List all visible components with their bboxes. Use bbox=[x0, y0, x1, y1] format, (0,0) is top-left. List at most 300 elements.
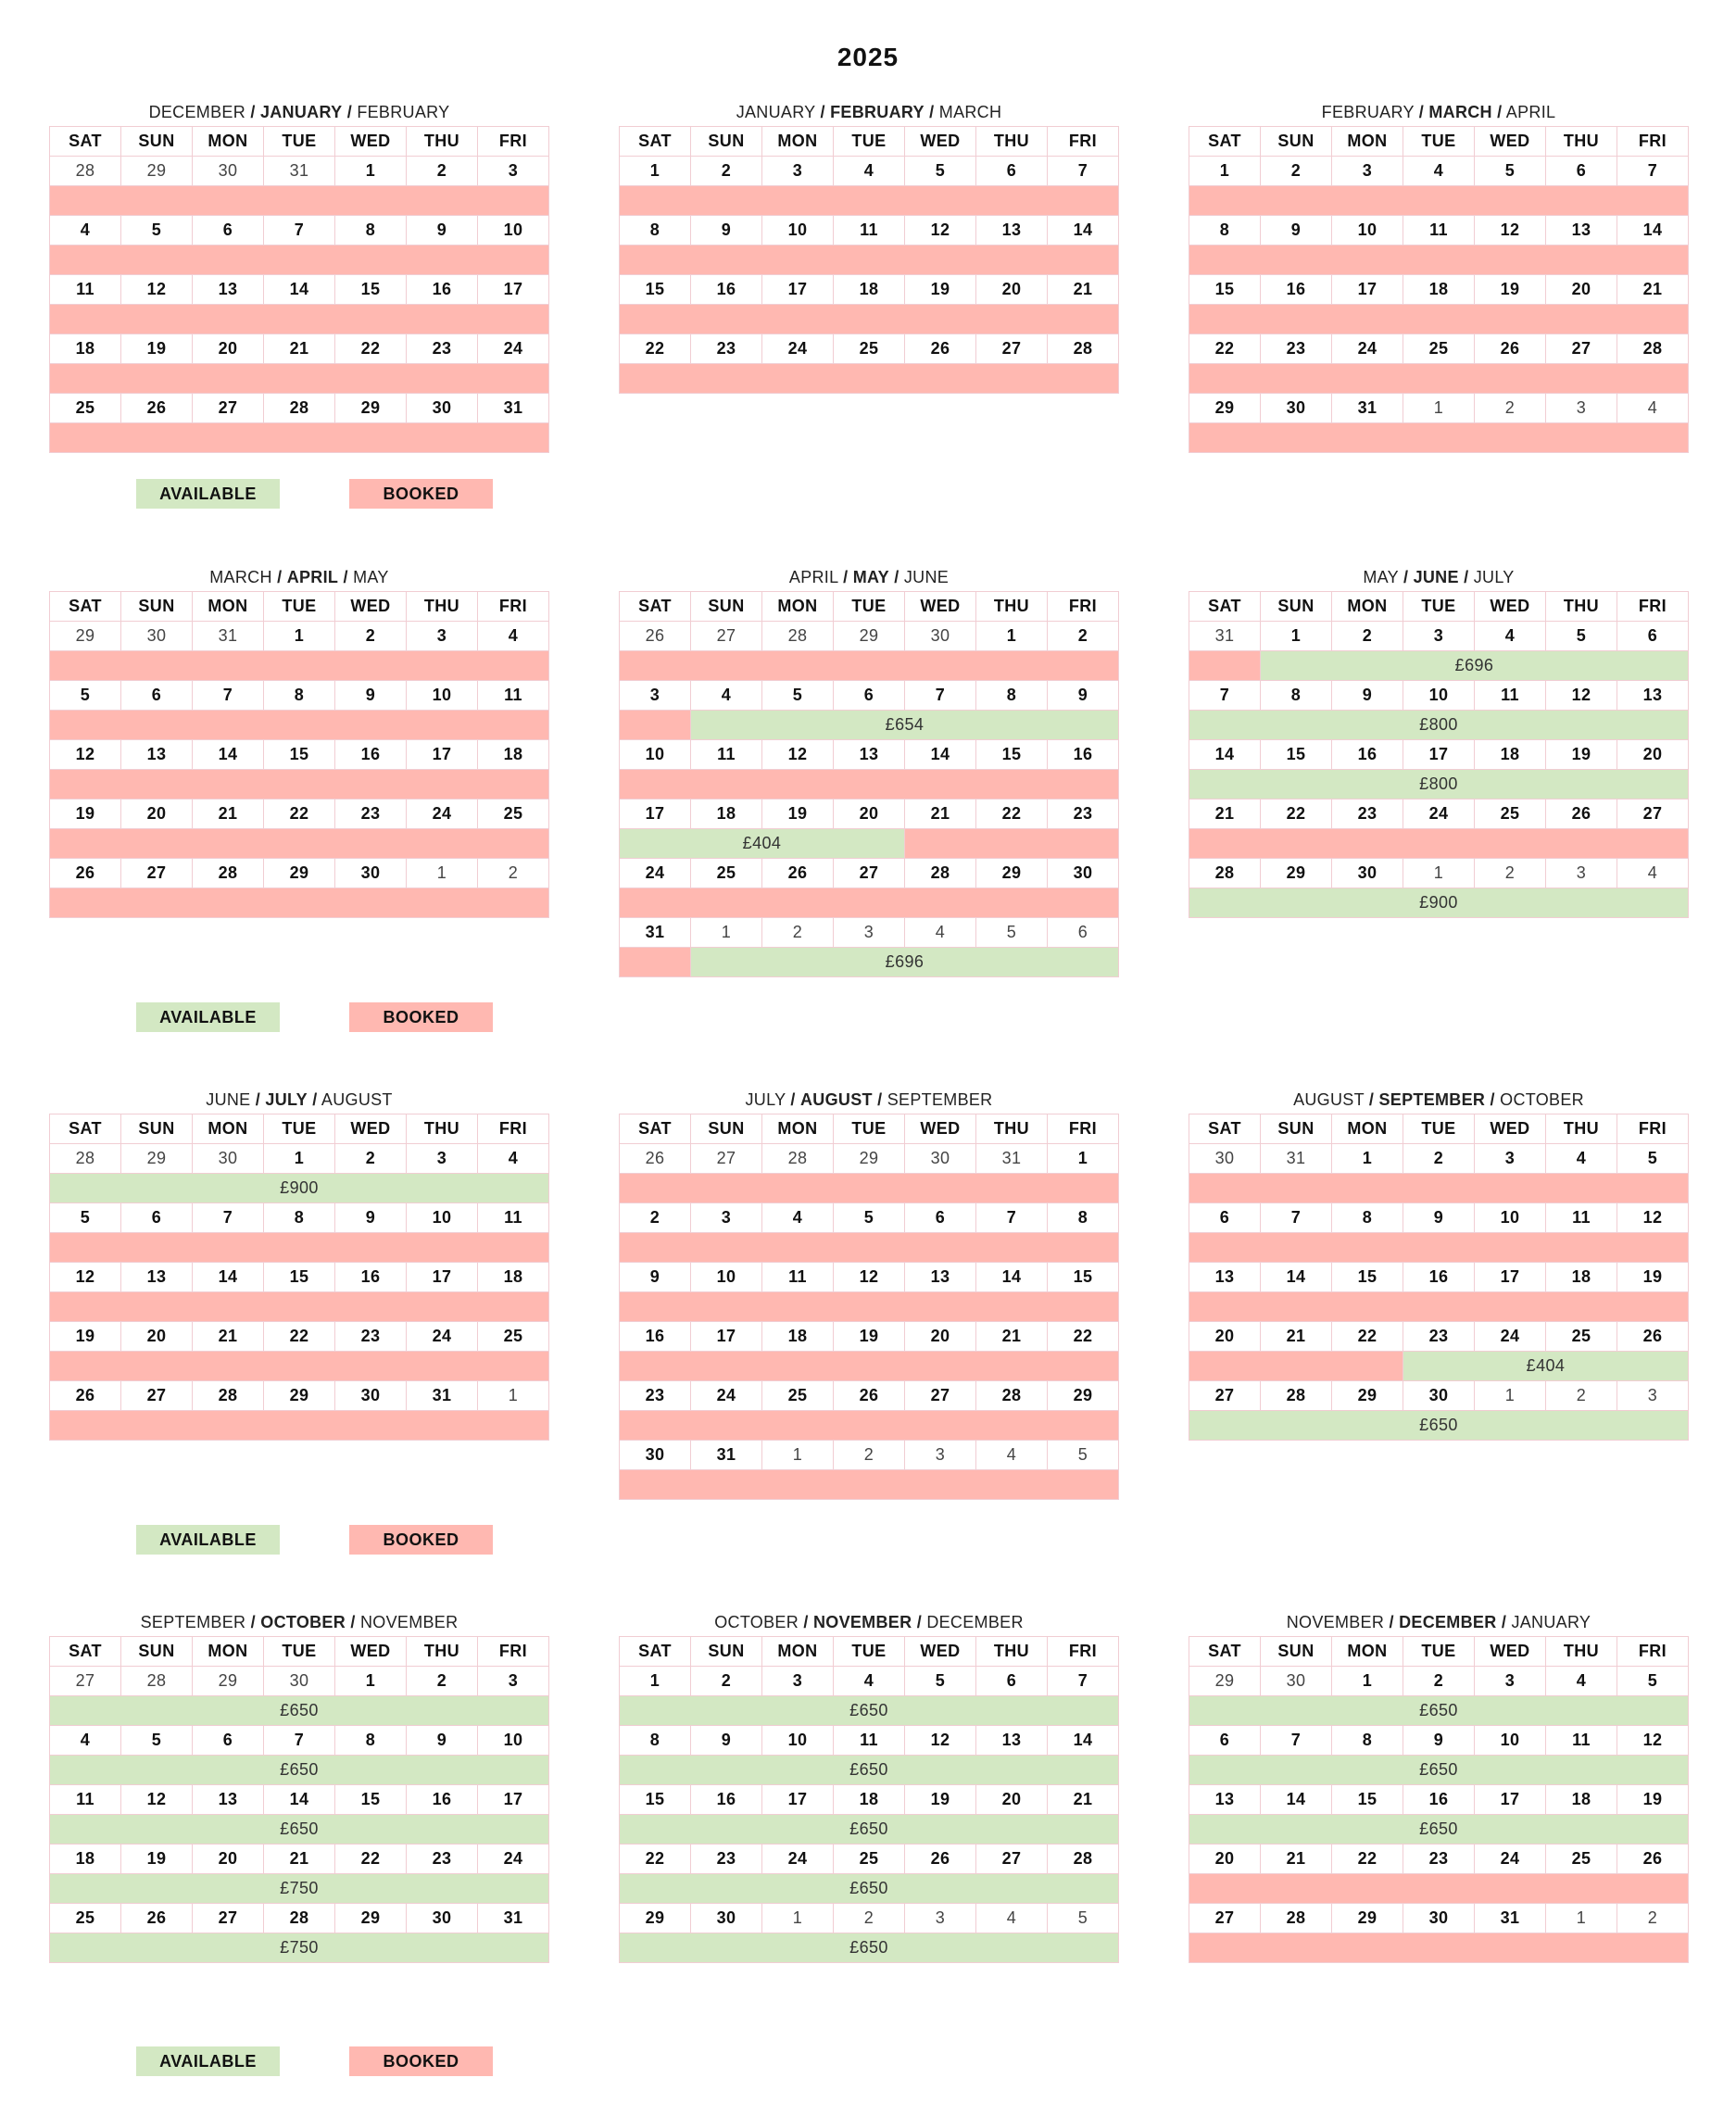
date-cell[interactable]: 29 bbox=[1189, 1667, 1261, 1696]
date-cell[interactable]: 12 bbox=[50, 740, 121, 770]
date-cell[interactable]: 7 bbox=[264, 1726, 335, 1756]
date-cell[interactable]: 20 bbox=[193, 334, 264, 364]
date-cell[interactable]: 1 bbox=[1475, 1381, 1546, 1411]
price-label[interactable]: £654 bbox=[691, 711, 1119, 740]
date-cell[interactable]: 1 bbox=[762, 1904, 834, 1933]
date-cell[interactable]: 3 bbox=[691, 1203, 762, 1233]
date-cell[interactable]: 4 bbox=[1617, 394, 1689, 423]
date-cell[interactable]: 22 bbox=[1332, 1322, 1403, 1352]
date-cell[interactable]: 7 bbox=[976, 1203, 1048, 1233]
date-cell[interactable]: 31 bbox=[193, 622, 264, 651]
date-cell[interactable]: 10 bbox=[620, 740, 691, 770]
date-cell[interactable]: 9 bbox=[335, 1203, 407, 1233]
date-cell[interactable]: 29 bbox=[121, 157, 193, 186]
date-cell[interactable]: 26 bbox=[620, 1144, 691, 1174]
date-cell[interactable]: 3 bbox=[407, 622, 478, 651]
date-cell[interactable]: 23 bbox=[335, 1322, 407, 1352]
date-cell[interactable]: 4 bbox=[478, 622, 549, 651]
date-cell[interactable]: 19 bbox=[121, 334, 193, 364]
date-cell[interactable]: 14 bbox=[193, 1263, 264, 1292]
date-cell[interactable]: 15 bbox=[1261, 740, 1332, 770]
date-cell[interactable]: 6 bbox=[976, 157, 1048, 186]
date-cell[interactable]: 18 bbox=[50, 1845, 121, 1874]
booked-segment[interactable] bbox=[620, 1292, 1119, 1322]
price-label[interactable]: £650 bbox=[1189, 1696, 1689, 1726]
booked-segment[interactable] bbox=[50, 186, 549, 216]
date-cell[interactable]: 18 bbox=[762, 1322, 834, 1352]
date-cell[interactable]: 2 bbox=[1403, 1144, 1475, 1174]
date-cell[interactable]: 2 bbox=[1475, 859, 1546, 888]
date-cell[interactable]: 11 bbox=[834, 216, 905, 246]
date-cell[interactable]: 1 bbox=[335, 1667, 407, 1696]
date-cell[interactable]: 24 bbox=[478, 334, 549, 364]
date-cell[interactable]: 6 bbox=[193, 1726, 264, 1756]
date-cell[interactable]: 23 bbox=[407, 1845, 478, 1874]
date-cell[interactable]: 5 bbox=[976, 918, 1048, 948]
date-cell[interactable]: 11 bbox=[762, 1263, 834, 1292]
date-cell[interactable]: 10 bbox=[1475, 1203, 1546, 1233]
date-cell[interactable]: 16 bbox=[620, 1322, 691, 1352]
price-label[interactable]: £404 bbox=[1403, 1352, 1689, 1381]
date-cell[interactable]: 16 bbox=[407, 275, 478, 305]
price-label[interactable]: £650 bbox=[1189, 1756, 1689, 1785]
date-cell[interactable]: 4 bbox=[834, 157, 905, 186]
date-cell[interactable]: 28 bbox=[976, 1381, 1048, 1411]
booked-segment[interactable] bbox=[50, 770, 549, 800]
date-cell[interactable]: 22 bbox=[335, 1845, 407, 1874]
date-cell[interactable]: 3 bbox=[478, 1667, 549, 1696]
date-cell[interactable]: 21 bbox=[1261, 1845, 1332, 1874]
date-cell[interactable]: 18 bbox=[1546, 1263, 1617, 1292]
booked-segment[interactable] bbox=[1189, 246, 1689, 275]
date-cell[interactable]: 11 bbox=[50, 275, 121, 305]
date-cell[interactable]: 9 bbox=[691, 216, 762, 246]
date-cell[interactable]: 8 bbox=[620, 216, 691, 246]
date-cell[interactable]: 3 bbox=[1617, 1381, 1689, 1411]
date-cell[interactable]: 4 bbox=[976, 1904, 1048, 1933]
date-cell[interactable]: 27 bbox=[121, 859, 193, 888]
price-label[interactable]: £800 bbox=[1189, 770, 1689, 800]
date-cell[interactable]: 25 bbox=[1546, 1322, 1617, 1352]
date-cell[interactable]: 28 bbox=[264, 394, 335, 423]
date-cell[interactable]: 2 bbox=[691, 1667, 762, 1696]
date-cell[interactable]: 5 bbox=[1546, 622, 1617, 651]
date-cell[interactable]: 27 bbox=[193, 1904, 264, 1933]
date-cell[interactable]: 31 bbox=[478, 1904, 549, 1933]
date-cell[interactable]: 15 bbox=[1189, 275, 1261, 305]
booked-segment[interactable] bbox=[50, 423, 549, 453]
date-cell[interactable]: 26 bbox=[1617, 1845, 1689, 1874]
date-cell[interactable]: 29 bbox=[193, 1667, 264, 1696]
date-cell[interactable]: 3 bbox=[407, 1144, 478, 1174]
date-cell[interactable]: 24 bbox=[1475, 1322, 1546, 1352]
date-cell[interactable]: 30 bbox=[193, 157, 264, 186]
date-cell[interactable]: 30 bbox=[905, 622, 976, 651]
date-cell[interactable]: 26 bbox=[834, 1381, 905, 1411]
date-cell[interactable]: 4 bbox=[478, 1144, 549, 1174]
date-cell[interactable]: 12 bbox=[834, 1263, 905, 1292]
date-cell[interactable]: 12 bbox=[1617, 1203, 1689, 1233]
date-cell[interactable]: 6 bbox=[1617, 622, 1689, 651]
date-cell[interactable]: 15 bbox=[1332, 1263, 1403, 1292]
booked-segment[interactable] bbox=[620, 1352, 1119, 1381]
price-label[interactable]: £650 bbox=[620, 1696, 1119, 1726]
date-cell[interactable]: 18 bbox=[1403, 275, 1475, 305]
date-cell[interactable]: 23 bbox=[335, 800, 407, 829]
date-cell[interactable]: 17 bbox=[478, 275, 549, 305]
date-cell[interactable]: 27 bbox=[193, 394, 264, 423]
date-cell[interactable]: 19 bbox=[121, 1845, 193, 1874]
date-cell[interactable]: 21 bbox=[1189, 800, 1261, 829]
date-cell[interactable]: 26 bbox=[1617, 1322, 1689, 1352]
date-cell[interactable]: 29 bbox=[834, 622, 905, 651]
date-cell[interactable]: 21 bbox=[1048, 1785, 1119, 1815]
date-cell[interactable]: 8 bbox=[1332, 1726, 1403, 1756]
booked-segment[interactable] bbox=[1189, 1292, 1689, 1322]
date-cell[interactable]: 13 bbox=[1546, 216, 1617, 246]
date-cell[interactable]: 23 bbox=[691, 334, 762, 364]
booked-segment[interactable] bbox=[50, 1233, 549, 1263]
date-cell[interactable]: 5 bbox=[834, 1203, 905, 1233]
price-label[interactable]: £650 bbox=[1189, 1411, 1689, 1441]
date-cell[interactable]: 27 bbox=[1546, 334, 1617, 364]
date-cell[interactable]: 6 bbox=[1189, 1726, 1261, 1756]
date-cell[interactable]: 29 bbox=[976, 859, 1048, 888]
date-cell[interactable]: 16 bbox=[1048, 740, 1119, 770]
date-cell[interactable]: 26 bbox=[50, 859, 121, 888]
date-cell[interactable]: 8 bbox=[1261, 681, 1332, 711]
date-cell[interactable]: 13 bbox=[1617, 681, 1689, 711]
date-cell[interactable]: 5 bbox=[1048, 1441, 1119, 1470]
date-cell[interactable]: 1 bbox=[478, 1381, 549, 1411]
date-cell[interactable]: 16 bbox=[691, 1785, 762, 1815]
date-cell[interactable]: 18 bbox=[834, 1785, 905, 1815]
date-cell[interactable]: 5 bbox=[50, 681, 121, 711]
date-cell[interactable]: 24 bbox=[1403, 800, 1475, 829]
date-cell[interactable]: 4 bbox=[976, 1441, 1048, 1470]
date-cell[interactable]: 12 bbox=[1546, 681, 1617, 711]
date-cell[interactable]: 18 bbox=[691, 800, 762, 829]
price-label[interactable]: £900 bbox=[50, 1174, 549, 1203]
date-cell[interactable]: 6 bbox=[193, 216, 264, 246]
date-cell[interactable]: 16 bbox=[335, 1263, 407, 1292]
date-cell[interactable]: 10 bbox=[762, 1726, 834, 1756]
booked-segment[interactable] bbox=[620, 1174, 1119, 1203]
booked-segment[interactable] bbox=[50, 651, 549, 681]
date-cell[interactable]: 2 bbox=[1617, 1904, 1689, 1933]
date-cell[interactable]: 11 bbox=[478, 681, 549, 711]
date-cell[interactable]: 5 bbox=[1475, 157, 1546, 186]
date-cell[interactable]: 21 bbox=[905, 800, 976, 829]
date-cell[interactable]: 23 bbox=[691, 1845, 762, 1874]
booked-segment[interactable] bbox=[620, 1470, 1119, 1500]
date-cell[interactable]: 25 bbox=[1475, 800, 1546, 829]
date-cell[interactable]: 29 bbox=[50, 622, 121, 651]
date-cell[interactable]: 7 bbox=[1048, 1667, 1119, 1696]
date-cell[interactable]: 22 bbox=[620, 334, 691, 364]
date-cell[interactable]: 13 bbox=[121, 740, 193, 770]
date-cell[interactable]: 29 bbox=[620, 1904, 691, 1933]
date-cell[interactable]: 28 bbox=[1048, 1845, 1119, 1874]
date-cell[interactable]: 31 bbox=[1189, 622, 1261, 651]
date-cell[interactable]: 4 bbox=[1475, 622, 1546, 651]
date-cell[interactable]: 17 bbox=[691, 1322, 762, 1352]
date-cell[interactable]: 22 bbox=[1048, 1322, 1119, 1352]
date-cell[interactable]: 1 bbox=[407, 859, 478, 888]
date-cell[interactable]: 17 bbox=[762, 1785, 834, 1815]
booked-segment[interactable] bbox=[1189, 1933, 1689, 1963]
date-cell[interactable]: 24 bbox=[1475, 1845, 1546, 1874]
booked-segment[interactable] bbox=[50, 1292, 549, 1322]
date-cell[interactable]: 17 bbox=[1475, 1785, 1546, 1815]
date-cell[interactable]: 31 bbox=[407, 1381, 478, 1411]
booked-segment[interactable] bbox=[50, 888, 549, 918]
date-cell[interactable]: 6 bbox=[1189, 1203, 1261, 1233]
date-cell[interactable]: 29 bbox=[834, 1144, 905, 1174]
date-cell[interactable]: 2 bbox=[762, 918, 834, 948]
date-cell[interactable]: 2 bbox=[691, 157, 762, 186]
date-cell[interactable]: 19 bbox=[1546, 740, 1617, 770]
date-cell[interactable]: 29 bbox=[335, 394, 407, 423]
booked-segment[interactable] bbox=[620, 186, 1119, 216]
date-cell[interactable]: 14 bbox=[976, 1263, 1048, 1292]
date-cell[interactable]: 22 bbox=[264, 1322, 335, 1352]
date-cell[interactable]: 11 bbox=[1546, 1203, 1617, 1233]
date-cell[interactable]: 10 bbox=[691, 1263, 762, 1292]
date-cell[interactable]: 23 bbox=[1332, 800, 1403, 829]
date-cell[interactable]: 2 bbox=[834, 1441, 905, 1470]
price-label[interactable]: £650 bbox=[50, 1756, 549, 1785]
date-cell[interactable]: 16 bbox=[1403, 1785, 1475, 1815]
date-cell[interactable]: 27 bbox=[834, 859, 905, 888]
date-cell[interactable]: 27 bbox=[691, 622, 762, 651]
date-cell[interactable]: 23 bbox=[1261, 334, 1332, 364]
date-cell[interactable]: 27 bbox=[1189, 1904, 1261, 1933]
date-cell[interactable]: 27 bbox=[976, 334, 1048, 364]
date-cell[interactable]: 21 bbox=[264, 1845, 335, 1874]
date-cell[interactable]: 5 bbox=[905, 157, 976, 186]
date-cell[interactable]: 30 bbox=[335, 859, 407, 888]
date-cell[interactable]: 29 bbox=[1048, 1381, 1119, 1411]
date-cell[interactable]: 28 bbox=[193, 1381, 264, 1411]
date-cell[interactable]: 24 bbox=[478, 1845, 549, 1874]
date-cell[interactable]: 20 bbox=[976, 275, 1048, 305]
date-cell[interactable]: 10 bbox=[1332, 216, 1403, 246]
date-cell[interactable]: 17 bbox=[407, 1263, 478, 1292]
date-cell[interactable]: 20 bbox=[1546, 275, 1617, 305]
date-cell[interactable]: 15 bbox=[976, 740, 1048, 770]
date-cell[interactable]: 1 bbox=[1546, 1904, 1617, 1933]
booked-segment[interactable] bbox=[620, 246, 1119, 275]
date-cell[interactable]: 8 bbox=[1189, 216, 1261, 246]
date-cell[interactable]: 29 bbox=[264, 1381, 335, 1411]
date-cell[interactable]: 13 bbox=[905, 1263, 976, 1292]
date-cell[interactable]: 30 bbox=[1261, 1667, 1332, 1696]
date-cell[interactable]: 14 bbox=[1261, 1785, 1332, 1815]
price-label[interactable]: £650 bbox=[620, 1756, 1119, 1785]
date-cell[interactable]: 31 bbox=[620, 918, 691, 948]
date-cell[interactable]: 7 bbox=[193, 681, 264, 711]
date-cell[interactable]: 22 bbox=[335, 334, 407, 364]
date-cell[interactable]: 29 bbox=[1189, 394, 1261, 423]
date-cell[interactable]: 3 bbox=[834, 918, 905, 948]
date-cell[interactable]: 1 bbox=[620, 157, 691, 186]
booked-segment[interactable] bbox=[1189, 1874, 1689, 1904]
date-cell[interactable]: 7 bbox=[905, 681, 976, 711]
date-cell[interactable]: 8 bbox=[264, 681, 335, 711]
date-cell[interactable]: 2 bbox=[335, 622, 407, 651]
date-cell[interactable]: 2 bbox=[407, 157, 478, 186]
date-cell[interactable]: 2 bbox=[478, 859, 549, 888]
date-cell[interactable]: 30 bbox=[193, 1144, 264, 1174]
date-cell[interactable]: 7 bbox=[1189, 681, 1261, 711]
price-label[interactable]: £696 bbox=[691, 948, 1119, 977]
date-cell[interactable]: 19 bbox=[834, 1322, 905, 1352]
date-cell[interactable]: 15 bbox=[335, 1785, 407, 1815]
date-cell[interactable]: 26 bbox=[905, 1845, 976, 1874]
date-cell[interactable]: 27 bbox=[1617, 800, 1689, 829]
date-cell[interactable]: 26 bbox=[50, 1381, 121, 1411]
date-cell[interactable]: 14 bbox=[1261, 1263, 1332, 1292]
date-cell[interactable]: 15 bbox=[1048, 1263, 1119, 1292]
date-cell[interactable]: 1 bbox=[1332, 1667, 1403, 1696]
price-label[interactable]: £650 bbox=[50, 1696, 549, 1726]
date-cell[interactable]: 13 bbox=[193, 275, 264, 305]
date-cell[interactable]: 8 bbox=[620, 1726, 691, 1756]
date-cell[interactable]: 3 bbox=[1546, 859, 1617, 888]
date-cell[interactable]: 2 bbox=[620, 1203, 691, 1233]
date-cell[interactable]: 20 bbox=[905, 1322, 976, 1352]
date-cell[interactable]: 11 bbox=[691, 740, 762, 770]
booked-segment[interactable] bbox=[50, 246, 549, 275]
date-cell[interactable]: 6 bbox=[834, 681, 905, 711]
date-cell[interactable]: 14 bbox=[264, 1785, 335, 1815]
date-cell[interactable]: 2 bbox=[1261, 157, 1332, 186]
price-label[interactable]: £650 bbox=[50, 1815, 549, 1845]
date-cell[interactable]: 3 bbox=[762, 157, 834, 186]
date-cell[interactable]: 30 bbox=[620, 1441, 691, 1470]
date-cell[interactable]: 5 bbox=[121, 216, 193, 246]
date-cell[interactable]: 2 bbox=[335, 1144, 407, 1174]
date-cell[interactable]: 1 bbox=[1403, 394, 1475, 423]
date-cell[interactable]: 5 bbox=[762, 681, 834, 711]
date-cell[interactable]: 28 bbox=[1261, 1381, 1332, 1411]
date-cell[interactable]: 28 bbox=[50, 157, 121, 186]
date-cell[interactable]: 18 bbox=[478, 740, 549, 770]
date-cell[interactable]: 30 bbox=[1048, 859, 1119, 888]
date-cell[interactable]: 7 bbox=[1617, 157, 1689, 186]
date-cell[interactable]: 10 bbox=[478, 1726, 549, 1756]
price-label[interactable]: £650 bbox=[1189, 1815, 1689, 1845]
booked-segment[interactable] bbox=[620, 364, 1119, 394]
date-cell[interactable]: 24 bbox=[407, 1322, 478, 1352]
date-cell[interactable]: 30 bbox=[407, 394, 478, 423]
date-cell[interactable]: 18 bbox=[834, 275, 905, 305]
date-cell[interactable]: 23 bbox=[620, 1381, 691, 1411]
date-cell[interactable]: 16 bbox=[1261, 275, 1332, 305]
date-cell[interactable]: 29 bbox=[1332, 1381, 1403, 1411]
booked-segment[interactable] bbox=[1189, 1352, 1403, 1381]
date-cell[interactable]: 17 bbox=[1332, 275, 1403, 305]
date-cell[interactable]: 15 bbox=[1332, 1785, 1403, 1815]
date-cell[interactable]: 25 bbox=[834, 334, 905, 364]
date-cell[interactable]: 29 bbox=[1332, 1904, 1403, 1933]
booked-segment[interactable] bbox=[1189, 423, 1689, 453]
date-cell[interactable]: 30 bbox=[691, 1904, 762, 1933]
date-cell[interactable]: 11 bbox=[478, 1203, 549, 1233]
price-label[interactable]: £650 bbox=[620, 1933, 1119, 1963]
booked-segment[interactable] bbox=[620, 948, 691, 977]
price-label[interactable]: £900 bbox=[1189, 888, 1689, 918]
date-cell[interactable]: 10 bbox=[1475, 1726, 1546, 1756]
booked-segment[interactable] bbox=[1189, 364, 1689, 394]
date-cell[interactable]: 14 bbox=[264, 275, 335, 305]
date-cell[interactable]: 20 bbox=[193, 1845, 264, 1874]
date-cell[interactable]: 17 bbox=[407, 740, 478, 770]
date-cell[interactable]: 29 bbox=[121, 1144, 193, 1174]
date-cell[interactable]: 12 bbox=[121, 1785, 193, 1815]
date-cell[interactable]: 25 bbox=[1403, 334, 1475, 364]
date-cell[interactable]: 24 bbox=[620, 859, 691, 888]
date-cell[interactable]: 28 bbox=[1261, 1904, 1332, 1933]
date-cell[interactable]: 18 bbox=[1475, 740, 1546, 770]
date-cell[interactable]: 25 bbox=[762, 1381, 834, 1411]
date-cell[interactable]: 1 bbox=[691, 918, 762, 948]
date-cell[interactable]: 2 bbox=[1332, 622, 1403, 651]
date-cell[interactable]: 22 bbox=[1261, 800, 1332, 829]
date-cell[interactable]: 30 bbox=[905, 1144, 976, 1174]
date-cell[interactable]: 12 bbox=[1617, 1726, 1689, 1756]
date-cell[interactable]: 4 bbox=[905, 918, 976, 948]
date-cell[interactable]: 2 bbox=[834, 1904, 905, 1933]
date-cell[interactable]: 5 bbox=[121, 1726, 193, 1756]
date-cell[interactable]: 8 bbox=[1332, 1203, 1403, 1233]
date-cell[interactable]: 4 bbox=[1546, 1667, 1617, 1696]
date-cell[interactable]: 26 bbox=[121, 394, 193, 423]
date-cell[interactable]: 6 bbox=[1546, 157, 1617, 186]
date-cell[interactable]: 3 bbox=[905, 1441, 976, 1470]
date-cell[interactable]: 4 bbox=[691, 681, 762, 711]
date-cell[interactable]: 9 bbox=[1403, 1726, 1475, 1756]
date-cell[interactable]: 22 bbox=[1332, 1845, 1403, 1874]
date-cell[interactable]: 27 bbox=[1189, 1381, 1261, 1411]
date-cell[interactable]: 21 bbox=[976, 1322, 1048, 1352]
booked-segment[interactable] bbox=[1189, 1233, 1689, 1263]
date-cell[interactable]: 1 bbox=[620, 1667, 691, 1696]
booked-segment[interactable] bbox=[1189, 829, 1689, 859]
date-cell[interactable]: 26 bbox=[762, 859, 834, 888]
date-cell[interactable]: 21 bbox=[1617, 275, 1689, 305]
date-cell[interactable]: 31 bbox=[478, 394, 549, 423]
date-cell[interactable]: 28 bbox=[264, 1904, 335, 1933]
date-cell[interactable]: 25 bbox=[50, 394, 121, 423]
booked-segment[interactable] bbox=[50, 1411, 549, 1441]
date-cell[interactable]: 31 bbox=[976, 1144, 1048, 1174]
date-cell[interactable]: 3 bbox=[478, 157, 549, 186]
booked-segment[interactable] bbox=[620, 770, 1119, 800]
booked-segment[interactable] bbox=[620, 1411, 1119, 1441]
date-cell[interactable]: 4 bbox=[50, 1726, 121, 1756]
date-cell[interactable]: 12 bbox=[121, 275, 193, 305]
date-cell[interactable]: 9 bbox=[1403, 1203, 1475, 1233]
date-cell[interactable]: 9 bbox=[407, 1726, 478, 1756]
date-cell[interactable]: 13 bbox=[193, 1785, 264, 1815]
date-cell[interactable]: 7 bbox=[1048, 157, 1119, 186]
date-cell[interactable]: 1 bbox=[264, 1144, 335, 1174]
date-cell[interactable]: 14 bbox=[1189, 740, 1261, 770]
date-cell[interactable]: 3 bbox=[620, 681, 691, 711]
date-cell[interactable]: 9 bbox=[1048, 681, 1119, 711]
